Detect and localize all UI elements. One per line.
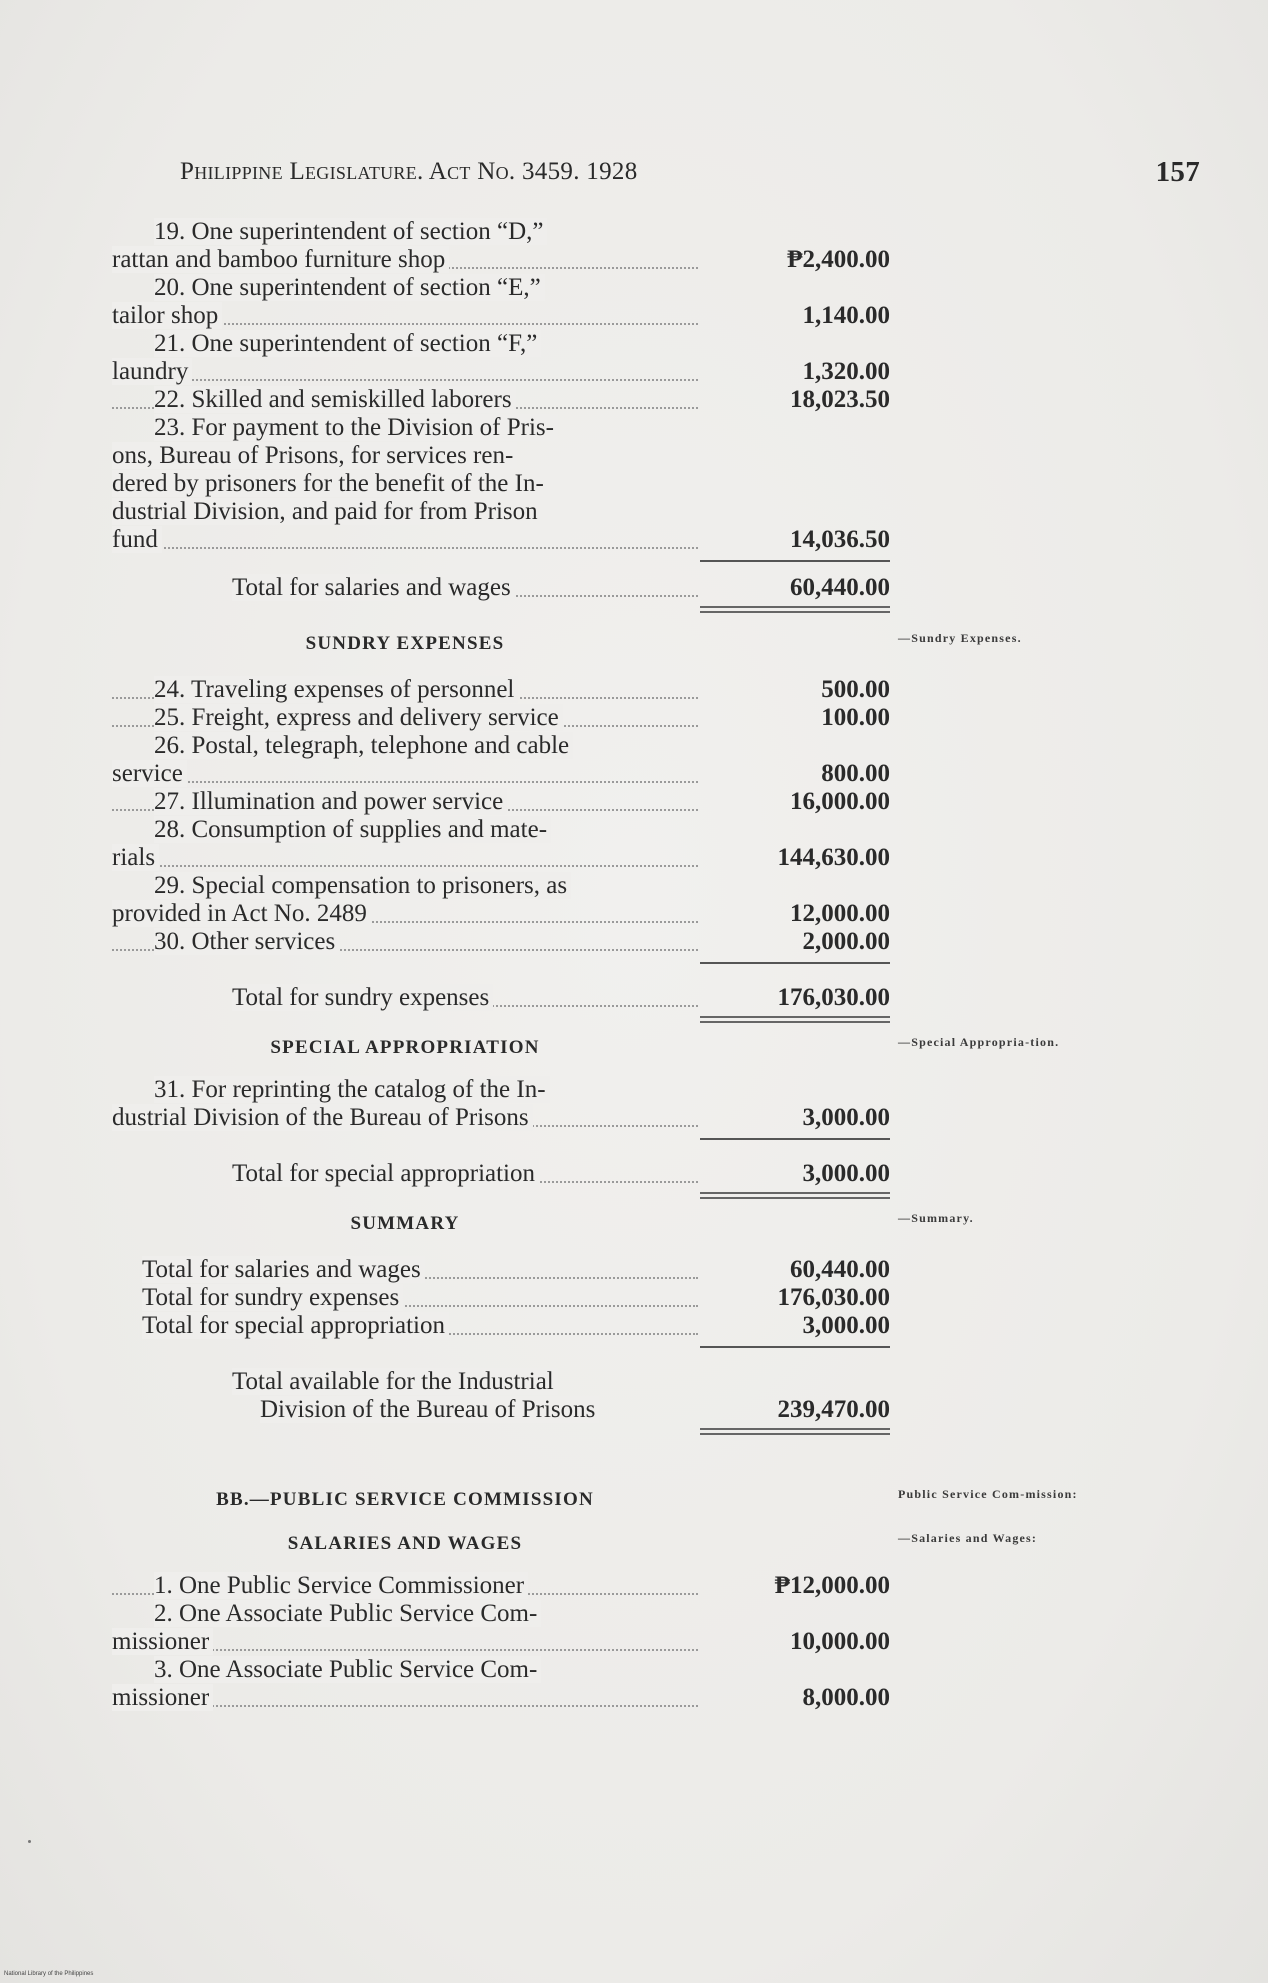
item-line: rattan and bamboo furniture shop — [112, 246, 449, 273]
item-amount: ₱2,400.00 — [787, 246, 890, 273]
item-line: dustrial Division, and paid for from Prison — [112, 498, 542, 525]
item-line: missioner — [112, 1628, 213, 1655]
item-line: 26. Postal, telegraph, telephone and cable — [154, 732, 573, 759]
running-title: Philippine Legislature. Act No. 3459. 1928 — [180, 158, 638, 185]
item-amount: ₱12,000.00 — [774, 1572, 890, 1599]
line-item-row — [0, 1104, 1268, 1132]
margin-note: —Salaries and Wages: — [898, 1531, 1038, 1545]
grand-total-amount: 239,470.00 — [777, 1396, 890, 1423]
item-amount: 14,036.50 — [790, 526, 890, 553]
item-amount: 2,000.00 — [802, 928, 890, 955]
item-line: 22. Skilled and semiskilled laborers — [154, 386, 516, 413]
total-amount: 60,440.00 — [790, 574, 890, 601]
line-item-row — [0, 526, 1268, 554]
single-rule — [0, 956, 1268, 970]
item-text — [112, 470, 698, 498]
grand-total-row — [0, 1368, 1268, 1396]
item-line: 24. Traveling expenses of personnel — [154, 676, 518, 703]
single-rule — [0, 1132, 1268, 1146]
item-line: rials — [112, 844, 159, 871]
line-item-row — [0, 442, 1268, 470]
line-item-row — [0, 470, 1268, 498]
double-line — [700, 606, 890, 613]
item-line: 25. Freight, express and delivery service — [154, 704, 563, 731]
page-number: 157 — [1155, 156, 1200, 188]
item-text — [112, 442, 698, 470]
double-line — [700, 1016, 890, 1023]
double-rule — [0, 1424, 1268, 1438]
scan-footer: National Library of the Philippines — [4, 1971, 94, 1977]
item-amount: 1,140.00 — [802, 302, 890, 329]
item-amount: 1,320.00 — [802, 358, 890, 385]
item-text — [112, 246, 698, 274]
single-line — [700, 560, 890, 562]
total-row — [0, 1160, 1268, 1188]
line-item-row — [0, 788, 1268, 816]
item-text — [112, 1572, 698, 1600]
heading-text: SPECIAL APPROPRIATION — [270, 1037, 540, 1058]
item-amount: 16,000.00 — [790, 788, 890, 815]
item-line: 20. One superintendent of section “E,” — [154, 274, 545, 301]
total-row — [0, 984, 1268, 1012]
heading-text: SUMMARY — [350, 1213, 460, 1234]
line-item-row — [0, 704, 1268, 732]
item-line: fund — [112, 526, 162, 553]
total-text — [232, 574, 698, 602]
spacer — [0, 1438, 1268, 1478]
total-amount: 3,000.00 — [802, 1160, 890, 1187]
section-heading — [0, 1478, 1268, 1522]
item-amount: 18,023.50 — [790, 386, 890, 413]
summary-label: Total for sundry expenses — [142, 1284, 403, 1311]
heading-text: SALARIES AND WAGES — [287, 1533, 523, 1554]
scan-speck — [28, 1840, 31, 1843]
total-row — [0, 574, 1268, 602]
item-line: 1. One Public Service Commissioner — [154, 1572, 528, 1599]
double-rule — [0, 1188, 1268, 1202]
section-heading — [0, 1522, 1268, 1566]
item-line: 19. One superintendent of section “D,” — [154, 218, 547, 245]
double-line — [700, 1428, 890, 1435]
margin-note: —Summary. — [898, 1211, 974, 1225]
item-line: 31. For reprinting the catalog of the In- — [154, 1076, 550, 1103]
summary-label: Total for special appropriation — [142, 1312, 449, 1339]
grand-total-line: Total available for the Industrial — [232, 1368, 558, 1395]
total-text — [232, 984, 698, 1012]
item-amount: 100.00 — [821, 704, 890, 731]
section-heading — [0, 1202, 1268, 1246]
item-line: dered by prisoners for the benefit of the In- — [112, 470, 548, 497]
item-text — [112, 844, 698, 872]
line-item-row — [0, 1684, 1268, 1712]
line-item-row — [0, 928, 1268, 956]
item-text — [112, 386, 698, 414]
line-item-row — [0, 1572, 1268, 1600]
item-text — [112, 1628, 698, 1656]
item-amount: 10,000.00 — [790, 1628, 890, 1655]
single-line — [700, 1346, 890, 1348]
total-text — [232, 1160, 698, 1188]
total-amount: 176,030.00 — [777, 984, 890, 1011]
single-rule — [0, 554, 1268, 568]
item-amount: 8,000.00 — [802, 1684, 890, 1711]
line-item-row — [0, 302, 1268, 330]
item-line: laundry — [112, 358, 192, 385]
item-line: 23. For payment to the Division of Pris- — [154, 414, 558, 441]
item-text — [112, 1104, 698, 1132]
item-text — [112, 928, 698, 956]
line-item-row — [0, 1628, 1268, 1656]
item-line: 28. Consumption of supplies and mate- — [154, 816, 551, 843]
item-amount: 144,630.00 — [777, 844, 890, 871]
item-text — [112, 788, 698, 816]
grand-total-line: Division of the Bureau of Prisons — [260, 1396, 599, 1423]
summary-text — [142, 1312, 698, 1340]
summary-row — [0, 1312, 1268, 1340]
single-line — [700, 962, 890, 964]
line-item-row — [0, 844, 1268, 872]
line-item-row — [0, 246, 1268, 274]
grand-total-row — [0, 1396, 1268, 1424]
summary-amount: 3,000.00 — [802, 1312, 890, 1339]
summary-amount: 176,030.00 — [777, 1284, 890, 1311]
summary-label: Total for salaries and wages — [142, 1256, 425, 1283]
total-label: Total for salaries and wages — [232, 574, 515, 601]
line-item-row — [0, 414, 1268, 442]
appropriation-body — [0, 218, 1268, 1712]
item-line: tailor shop — [112, 302, 222, 329]
item-text — [112, 302, 698, 330]
grand-total-text — [232, 1368, 698, 1396]
item-text — [112, 1684, 698, 1712]
page-header — [180, 158, 1200, 192]
double-rule — [0, 602, 1268, 616]
single-line — [700, 1138, 890, 1140]
item-line: 29. Special compensation to prisoners, as — [154, 872, 571, 899]
margin-note: Public Service Com-mission: — [898, 1487, 1078, 1501]
spacer — [0, 1354, 1268, 1368]
item-line: ons, Bureau of Prisons, for services ren- — [112, 442, 517, 469]
item-text — [112, 526, 698, 554]
section-heading — [0, 1026, 1268, 1070]
item-line: 30. Other services — [154, 928, 339, 955]
margin-note: —Special Appropria-tion. — [898, 1035, 1060, 1049]
item-amount: 12,000.00 — [790, 900, 890, 927]
item-line: dustrial Division of the Bureau of Prisons — [112, 1104, 533, 1131]
item-amount: 3,000.00 — [802, 1104, 890, 1131]
item-amount: 800.00 — [821, 760, 890, 787]
heading-text: BB.—PUBLIC SERVICE COMMISSION — [216, 1489, 594, 1510]
section-heading — [0, 622, 1268, 666]
line-item-row — [0, 386, 1268, 414]
item-amount: 500.00 — [821, 676, 890, 703]
heading-text: SUNDRY EXPENSES — [305, 633, 505, 654]
double-line — [700, 1192, 890, 1199]
item-text — [112, 414, 698, 442]
item-line: service — [112, 760, 187, 787]
item-line: 27. Illumination and power service — [154, 788, 507, 815]
total-label: Total for sundry expenses — [232, 984, 493, 1011]
margin-note: —Sundry Expenses. — [898, 631, 1022, 645]
summary-amount: 60,440.00 — [790, 1256, 890, 1283]
item-line: missioner — [112, 1684, 213, 1711]
total-label: Total for special appropriation — [232, 1160, 539, 1187]
item-line: 2. One Associate Public Service Com- — [154, 1600, 541, 1627]
double-rule — [0, 1012, 1268, 1026]
item-line: provided in Act No. 2489 — [112, 900, 371, 927]
item-line: 21. One superintendent of section “F,” — [154, 330, 541, 357]
single-rule — [0, 1340, 1268, 1354]
item-text — [112, 704, 698, 732]
grand-total-text — [232, 1396, 726, 1424]
item-line: 3. One Associate Public Service Com- — [154, 1656, 541, 1683]
